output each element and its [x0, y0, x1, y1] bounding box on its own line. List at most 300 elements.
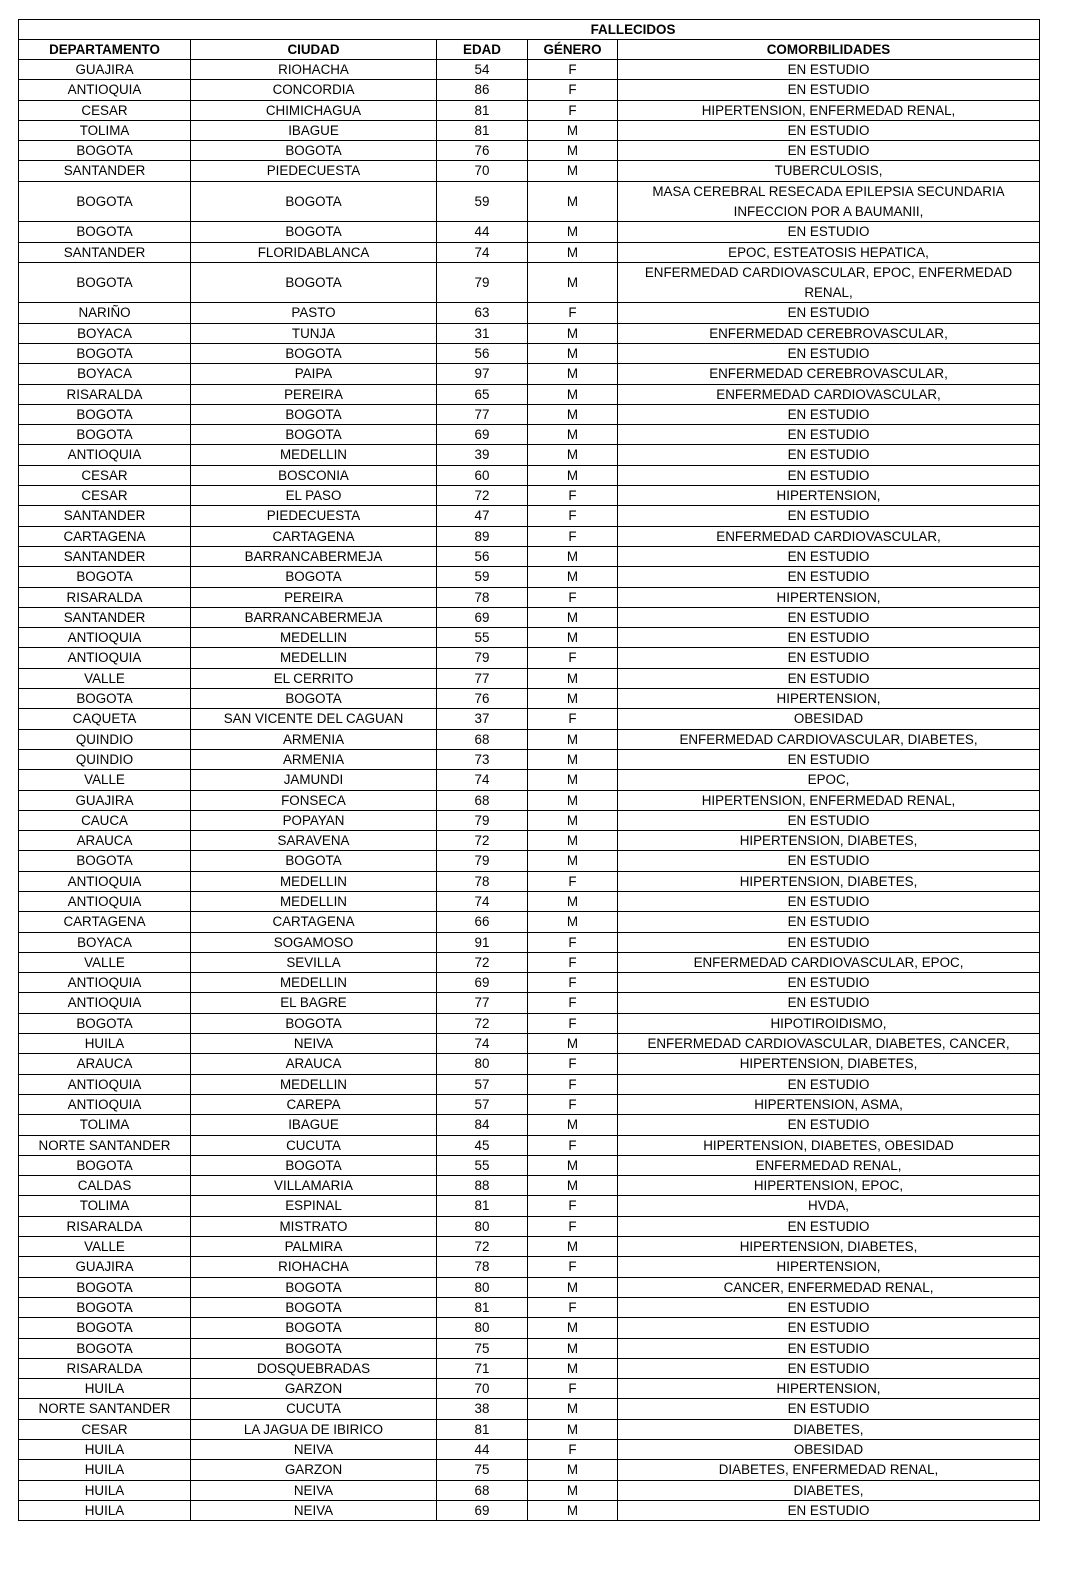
cell-ciudad: IBAGUE [191, 1115, 437, 1135]
cell-edad: 75 [437, 1338, 528, 1358]
cell-edad: 59 [437, 181, 528, 222]
cell-genero: M [528, 1237, 618, 1257]
cell-edad: 60 [437, 465, 528, 485]
cell-genero: M [528, 141, 618, 161]
cell-edad: 68 [437, 1480, 528, 1500]
cell-ciudad: BOGOTA [191, 343, 437, 363]
cell-departamento: BOYACA [19, 323, 191, 343]
cell-departamento: VALLE [19, 1237, 191, 1257]
cell-genero: M [528, 242, 618, 262]
cell-edad: 45 [437, 1135, 528, 1155]
cell-ciudad: SOGAMOSO [191, 932, 437, 952]
cell-genero: F [528, 486, 618, 506]
cell-genero: F [528, 100, 618, 120]
cell-edad: 81 [437, 1297, 528, 1317]
cell-departamento: SANTANDER [19, 242, 191, 262]
table-row [19, 689, 1040, 709]
cell-departamento: TOLIMA [19, 1115, 191, 1135]
table-row [19, 891, 1040, 911]
cell-ciudad: ESPINAL [191, 1196, 437, 1216]
cell-departamento: BOGOTA [19, 404, 191, 424]
table-row [19, 60, 1040, 80]
cell-departamento: ARAUCA [19, 1054, 191, 1074]
cell-ciudad: BOGOTA [191, 851, 437, 871]
cell-ciudad: BOGOTA [191, 222, 437, 242]
header-departamento: DEPARTAMENTO [19, 40, 191, 60]
cell-edad: 84 [437, 1115, 528, 1135]
cell-genero: F [528, 526, 618, 546]
cell-departamento: BOGOTA [19, 1297, 191, 1317]
table-row [19, 1358, 1040, 1378]
table-row [19, 323, 1040, 343]
cell-ciudad: MEDELLIN [191, 1074, 437, 1094]
table-row [19, 1216, 1040, 1236]
table-row [19, 465, 1040, 485]
cell-departamento: CARTAGENA [19, 526, 191, 546]
cell-edad: 80 [437, 1216, 528, 1236]
cell-departamento: NORTE SANTANDER [19, 1399, 191, 1419]
cell-genero: M [528, 770, 618, 790]
cell-comorbilidades: HVDA, [618, 1196, 1040, 1216]
table-row [19, 343, 1040, 363]
cell-departamento: ANTIOQUIA [19, 445, 191, 465]
cell-comorbilidades: HIPERTENSION, DIABETES, [618, 871, 1040, 891]
cell-genero: M [528, 1176, 618, 1196]
cell-edad: 72 [437, 486, 528, 506]
cell-edad: 79 [437, 851, 528, 871]
cell-ciudad: RIOHACHA [191, 60, 437, 80]
cell-departamento: SANTANDER [19, 546, 191, 566]
cell-departamento: GUAJIRA [19, 60, 191, 80]
table-row [19, 141, 1040, 161]
cell-comorbilidades: DIABETES, [618, 1480, 1040, 1500]
cell-genero: F [528, 1094, 618, 1114]
cell-genero: M [528, 628, 618, 648]
table-row [19, 1135, 1040, 1155]
cell-genero: M [528, 1480, 618, 1500]
cell-edad: 72 [437, 831, 528, 851]
cell-comorbilidades: EN ESTUDIO [618, 912, 1040, 932]
table-row [19, 607, 1040, 627]
cell-edad: 47 [437, 506, 528, 526]
cell-genero: F [528, 1257, 618, 1277]
cell-ciudad: GARZON [191, 1460, 437, 1480]
table-row [19, 404, 1040, 424]
cell-genero: M [528, 831, 618, 851]
cell-departamento: BOGOTA [19, 425, 191, 445]
cell-genero: F [528, 1074, 618, 1094]
cell-ciudad: BOGOTA [191, 1318, 437, 1338]
table-row [19, 567, 1040, 587]
table-row [19, 1155, 1040, 1175]
cell-genero: M [528, 120, 618, 140]
header-comorbilidades: COMORBILIDADES [618, 40, 1040, 60]
cell-genero: F [528, 1135, 618, 1155]
cell-genero: M [528, 1115, 618, 1135]
cell-ciudad: ARAUCA [191, 1054, 437, 1074]
cell-departamento: RISARALDA [19, 384, 191, 404]
cell-genero: M [528, 1155, 618, 1175]
cell-departamento: BOGOTA [19, 567, 191, 587]
cell-comorbilidades: EN ESTUDIO [618, 445, 1040, 465]
cell-ciudad: BOGOTA [191, 1277, 437, 1297]
header-row [19, 40, 1040, 60]
cell-ciudad: ARMENIA [191, 729, 437, 749]
cell-ciudad: FLORIDABLANCA [191, 242, 437, 262]
table-row [19, 1460, 1040, 1480]
header-ciudad: CIUDAD [191, 40, 437, 60]
cell-edad: 80 [437, 1054, 528, 1074]
cell-comorbilidades: ENFERMEDAD CARDIOVASCULAR, DIABETES, [618, 729, 1040, 749]
cell-ciudad: NEIVA [191, 1500, 437, 1520]
cell-edad: 86 [437, 80, 528, 100]
cell-edad: 56 [437, 546, 528, 566]
cell-edad: 31 [437, 323, 528, 343]
cell-edad: 69 [437, 607, 528, 627]
cell-genero: M [528, 465, 618, 485]
cell-departamento: ANTIOQUIA [19, 80, 191, 100]
cell-comorbilidades: EN ESTUDIO [618, 993, 1040, 1013]
cell-departamento: RISARALDA [19, 1358, 191, 1378]
cell-departamento: NORTE SANTANDER [19, 1135, 191, 1155]
cell-departamento: BOGOTA [19, 851, 191, 871]
cell-ciudad: MEDELLIN [191, 445, 437, 465]
cell-comorbilidades: EN ESTUDIO [618, 749, 1040, 769]
cell-comorbilidades: ENFERMEDAD CEREBROVASCULAR, [618, 364, 1040, 384]
cell-comorbilidades: EN ESTUDIO [618, 1338, 1040, 1358]
cell-departamento: CAUCA [19, 810, 191, 830]
cell-ciudad: PIEDECUESTA [191, 161, 437, 181]
cell-comorbilidades: EN ESTUDIO [618, 851, 1040, 871]
cell-edad: 78 [437, 1257, 528, 1277]
cell-ciudad: PEREIRA [191, 587, 437, 607]
cell-ciudad: BOGOTA [191, 1155, 437, 1175]
cell-edad: 55 [437, 1155, 528, 1175]
cell-ciudad: CARTAGENA [191, 526, 437, 546]
cell-comorbilidades: EN ESTUDIO [618, 425, 1040, 445]
title-row [19, 20, 1040, 40]
cell-comorbilidades: EN ESTUDIO [618, 973, 1040, 993]
cell-ciudad: PAIPA [191, 364, 437, 384]
cell-edad: 80 [437, 1318, 528, 1338]
cell-edad: 74 [437, 1034, 528, 1054]
cell-comorbilidades: HIPERTENSION, EPOC, [618, 1176, 1040, 1196]
cell-edad: 44 [437, 1440, 528, 1460]
cell-departamento: QUINDIO [19, 749, 191, 769]
cell-genero: F [528, 709, 618, 729]
table-row [19, 1196, 1040, 1216]
cell-departamento: ANTIOQUIA [19, 891, 191, 911]
cell-comorbilidades: HIPERTENSION, ENFERMEDAD RENAL, [618, 100, 1040, 120]
table-row [19, 770, 1040, 790]
cell-ciudad: MISTRATO [191, 1216, 437, 1236]
cell-genero: F [528, 871, 618, 891]
cell-genero: M [528, 790, 618, 810]
cell-genero: M [528, 1419, 618, 1439]
table-row [19, 181, 1040, 222]
cell-genero: M [528, 1338, 618, 1358]
cell-comorbilidades: EN ESTUDIO [618, 932, 1040, 952]
cell-genero: F [528, 80, 618, 100]
table-row [19, 1054, 1040, 1074]
cell-genero: M [528, 1500, 618, 1520]
table-row [19, 364, 1040, 384]
cell-edad: 75 [437, 1460, 528, 1480]
table-row [19, 486, 1040, 506]
cell-comorbilidades: ENFERMEDAD CARDIOVASCULAR, EPOC, [618, 952, 1040, 972]
cell-edad: 74 [437, 891, 528, 911]
cell-edad: 72 [437, 1013, 528, 1033]
cell-ciudad: FONSECA [191, 790, 437, 810]
table-row [19, 628, 1040, 648]
cell-comorbilidades: HIPERTENSION, DIABETES, [618, 831, 1040, 851]
table-row [19, 1440, 1040, 1460]
cell-departamento: ANTIOQUIA [19, 1094, 191, 1114]
table-row [19, 1419, 1040, 1439]
table-row [19, 161, 1040, 181]
cell-comorbilidades: ENFERMEDAD CARDIOVASCULAR, EPOC, ENFERMEDAD RENAL, [618, 262, 1040, 303]
cell-comorbilidades: EN ESTUDIO [618, 1115, 1040, 1135]
cell-ciudad: MEDELLIN [191, 871, 437, 891]
table-row [19, 790, 1040, 810]
cell-comorbilidades: EN ESTUDIO [618, 303, 1040, 323]
cell-genero: F [528, 952, 618, 972]
cell-comorbilidades: EPOC, ESTEATOSIS HEPATICA, [618, 242, 1040, 262]
cell-departamento: BOGOTA [19, 343, 191, 363]
cell-ciudad: BOGOTA [191, 404, 437, 424]
cell-departamento: RISARALDA [19, 587, 191, 607]
cell-comorbilidades: HIPERTENSION, [618, 587, 1040, 607]
cell-comorbilidades: HIPOTIROIDISMO, [618, 1013, 1040, 1033]
table-row [19, 1237, 1040, 1257]
cell-departamento: BOGOTA [19, 141, 191, 161]
cell-departamento: TOLIMA [19, 1196, 191, 1216]
cell-genero: F [528, 1440, 618, 1460]
cell-edad: 78 [437, 587, 528, 607]
cell-edad: 44 [437, 222, 528, 242]
cell-genero: M [528, 1460, 618, 1480]
cell-edad: 79 [437, 648, 528, 668]
table-row [19, 993, 1040, 1013]
cell-edad: 72 [437, 952, 528, 972]
cell-comorbilidades: EN ESTUDIO [618, 506, 1040, 526]
cell-edad: 78 [437, 871, 528, 891]
table-row [19, 648, 1040, 668]
cell-departamento: RISARALDA [19, 1216, 191, 1236]
cell-edad: 68 [437, 790, 528, 810]
cell-departamento: VALLE [19, 668, 191, 688]
cell-departamento: TOLIMA [19, 120, 191, 140]
table-row [19, 1074, 1040, 1094]
cell-edad: 57 [437, 1094, 528, 1114]
table-row [19, 709, 1040, 729]
cell-departamento: BOGOTA [19, 1338, 191, 1358]
cell-genero: M [528, 1277, 618, 1297]
cell-ciudad: BOGOTA [191, 1013, 437, 1033]
cell-genero: M [528, 810, 618, 830]
cell-comorbilidades: EN ESTUDIO [618, 1358, 1040, 1378]
cell-ciudad: BOGOTA [191, 141, 437, 161]
cell-ciudad: SEVILLA [191, 952, 437, 972]
table-row [19, 262, 1040, 303]
cell-edad: 77 [437, 668, 528, 688]
cell-edad: 70 [437, 161, 528, 181]
table-row [19, 1379, 1040, 1399]
cell-departamento: SANTANDER [19, 607, 191, 627]
cell-genero: F [528, 303, 618, 323]
cell-edad: 66 [437, 912, 528, 932]
table-row [19, 1500, 1040, 1520]
cell-genero: M [528, 689, 618, 709]
cell-departamento: BOGOTA [19, 222, 191, 242]
cell-genero: M [528, 1358, 618, 1378]
cell-departamento: HUILA [19, 1500, 191, 1520]
cell-genero: M [528, 546, 618, 566]
cell-genero: F [528, 587, 618, 607]
cell-departamento: CAQUETA [19, 709, 191, 729]
cell-departamento: VALLE [19, 770, 191, 790]
cell-genero: M [528, 404, 618, 424]
cell-departamento: NARIÑO [19, 303, 191, 323]
cell-departamento: QUINDIO [19, 729, 191, 749]
cell-edad: 88 [437, 1176, 528, 1196]
cell-comorbilidades: HIPERTENSION, [618, 689, 1040, 709]
cell-comorbilidades: ENFERMEDAD CEREBROVASCULAR, [618, 323, 1040, 343]
cell-genero: M [528, 343, 618, 363]
cell-ciudad: RIOHACHA [191, 1257, 437, 1277]
cell-comorbilidades: EN ESTUDIO [618, 607, 1040, 627]
cell-departamento: BOYACA [19, 364, 191, 384]
cell-ciudad: CUCUTA [191, 1399, 437, 1419]
cell-departamento: ANTIOQUIA [19, 871, 191, 891]
cell-comorbilidades: EN ESTUDIO [618, 404, 1040, 424]
cell-comorbilidades: EN ESTUDIO [618, 1399, 1040, 1419]
cell-genero: F [528, 648, 618, 668]
cell-genero: M [528, 607, 618, 627]
cell-ciudad: VILLAMARIA [191, 1176, 437, 1196]
table-row [19, 1297, 1040, 1317]
cell-genero: F [528, 60, 618, 80]
cell-comorbilidades: ENFERMEDAD RENAL, [618, 1155, 1040, 1175]
cell-ciudad: PIEDECUESTA [191, 506, 437, 526]
cell-departamento: BOGOTA [19, 181, 191, 222]
cell-genero: M [528, 912, 618, 932]
cell-genero: M [528, 262, 618, 303]
cell-departamento: HUILA [19, 1480, 191, 1500]
cell-ciudad: DOSQUEBRADAS [191, 1358, 437, 1378]
cell-edad: 69 [437, 1500, 528, 1520]
cell-comorbilidades: HIPERTENSION, [618, 1257, 1040, 1277]
table-row [19, 831, 1040, 851]
fallecidos-table [18, 19, 1040, 1521]
table-row [19, 80, 1040, 100]
cell-ciudad: BOGOTA [191, 567, 437, 587]
cell-genero: M [528, 729, 618, 749]
cell-comorbilidades: HIPERTENSION, DIABETES, [618, 1237, 1040, 1257]
table-row [19, 242, 1040, 262]
cell-departamento: VALLE [19, 952, 191, 972]
cell-edad: 81 [437, 100, 528, 120]
cell-comorbilidades: EPOC, [618, 770, 1040, 790]
cell-comorbilidades: HIPERTENSION, [618, 1379, 1040, 1399]
cell-edad: 80 [437, 1277, 528, 1297]
table-row [19, 932, 1040, 952]
cell-genero: M [528, 1034, 618, 1054]
cell-edad: 97 [437, 364, 528, 384]
table-row [19, 222, 1040, 242]
table-row [19, 1399, 1040, 1419]
cell-edad: 63 [437, 303, 528, 323]
cell-ciudad: POPAYAN [191, 810, 437, 830]
cell-departamento: GUAJIRA [19, 790, 191, 810]
cell-departamento: HUILA [19, 1440, 191, 1460]
cell-comorbilidades: EN ESTUDIO [618, 810, 1040, 830]
cell-departamento: BOGOTA [19, 689, 191, 709]
table-row [19, 1115, 1040, 1135]
cell-ciudad: PASTO [191, 303, 437, 323]
table-row [19, 587, 1040, 607]
cell-comorbilidades: EN ESTUDIO [618, 668, 1040, 688]
cell-ciudad: NEIVA [191, 1440, 437, 1460]
cell-departamento: CALDAS [19, 1176, 191, 1196]
table-row [19, 1034, 1040, 1054]
cell-edad: 65 [437, 384, 528, 404]
cell-comorbilidades: EN ESTUDIO [618, 222, 1040, 242]
cell-ciudad: EL CERRITO [191, 668, 437, 688]
table-row [19, 952, 1040, 972]
cell-edad: 59 [437, 567, 528, 587]
cell-genero: F [528, 932, 618, 952]
cell-departamento: ANTIOQUIA [19, 1074, 191, 1094]
cell-departamento: ANTIOQUIA [19, 993, 191, 1013]
cell-comorbilidades: EN ESTUDIO [618, 80, 1040, 100]
table-row [19, 384, 1040, 404]
cell-departamento: HUILA [19, 1034, 191, 1054]
table-row [19, 303, 1040, 323]
cell-comorbilidades: EN ESTUDIO [618, 343, 1040, 363]
cell-edad: 54 [437, 60, 528, 80]
table-row [19, 100, 1040, 120]
cell-ciudad: BOGOTA [191, 1297, 437, 1317]
cell-departamento: BOGOTA [19, 1155, 191, 1175]
cell-ciudad: JAMUNDI [191, 770, 437, 790]
table-row [19, 526, 1040, 546]
cell-comorbilidades: EN ESTUDIO [618, 60, 1040, 80]
cell-departamento: GUAJIRA [19, 1257, 191, 1277]
cell-edad: 57 [437, 1074, 528, 1094]
cell-ciudad: PEREIRA [191, 384, 437, 404]
cell-ciudad: BARRANCABERMEJA [191, 546, 437, 566]
cell-ciudad: EL PASO [191, 486, 437, 506]
cell-ciudad: TUNJA [191, 323, 437, 343]
cell-genero: M [528, 181, 618, 222]
cell-edad: 79 [437, 262, 528, 303]
cell-edad: 69 [437, 425, 528, 445]
cell-edad: 76 [437, 141, 528, 161]
cell-ciudad: CARTAGENA [191, 912, 437, 932]
cell-genero: F [528, 1013, 618, 1033]
cell-edad: 81 [437, 1196, 528, 1216]
cell-comorbilidades: TUBERCULOSIS, [618, 161, 1040, 181]
cell-edad: 38 [437, 1399, 528, 1419]
cell-edad: 81 [437, 120, 528, 140]
cell-genero: F [528, 1054, 618, 1074]
table-row [19, 729, 1040, 749]
cell-genero: F [528, 993, 618, 1013]
cell-comorbilidades: EN ESTUDIO [618, 1500, 1040, 1520]
table-row [19, 1338, 1040, 1358]
cell-comorbilidades: EN ESTUDIO [618, 648, 1040, 668]
